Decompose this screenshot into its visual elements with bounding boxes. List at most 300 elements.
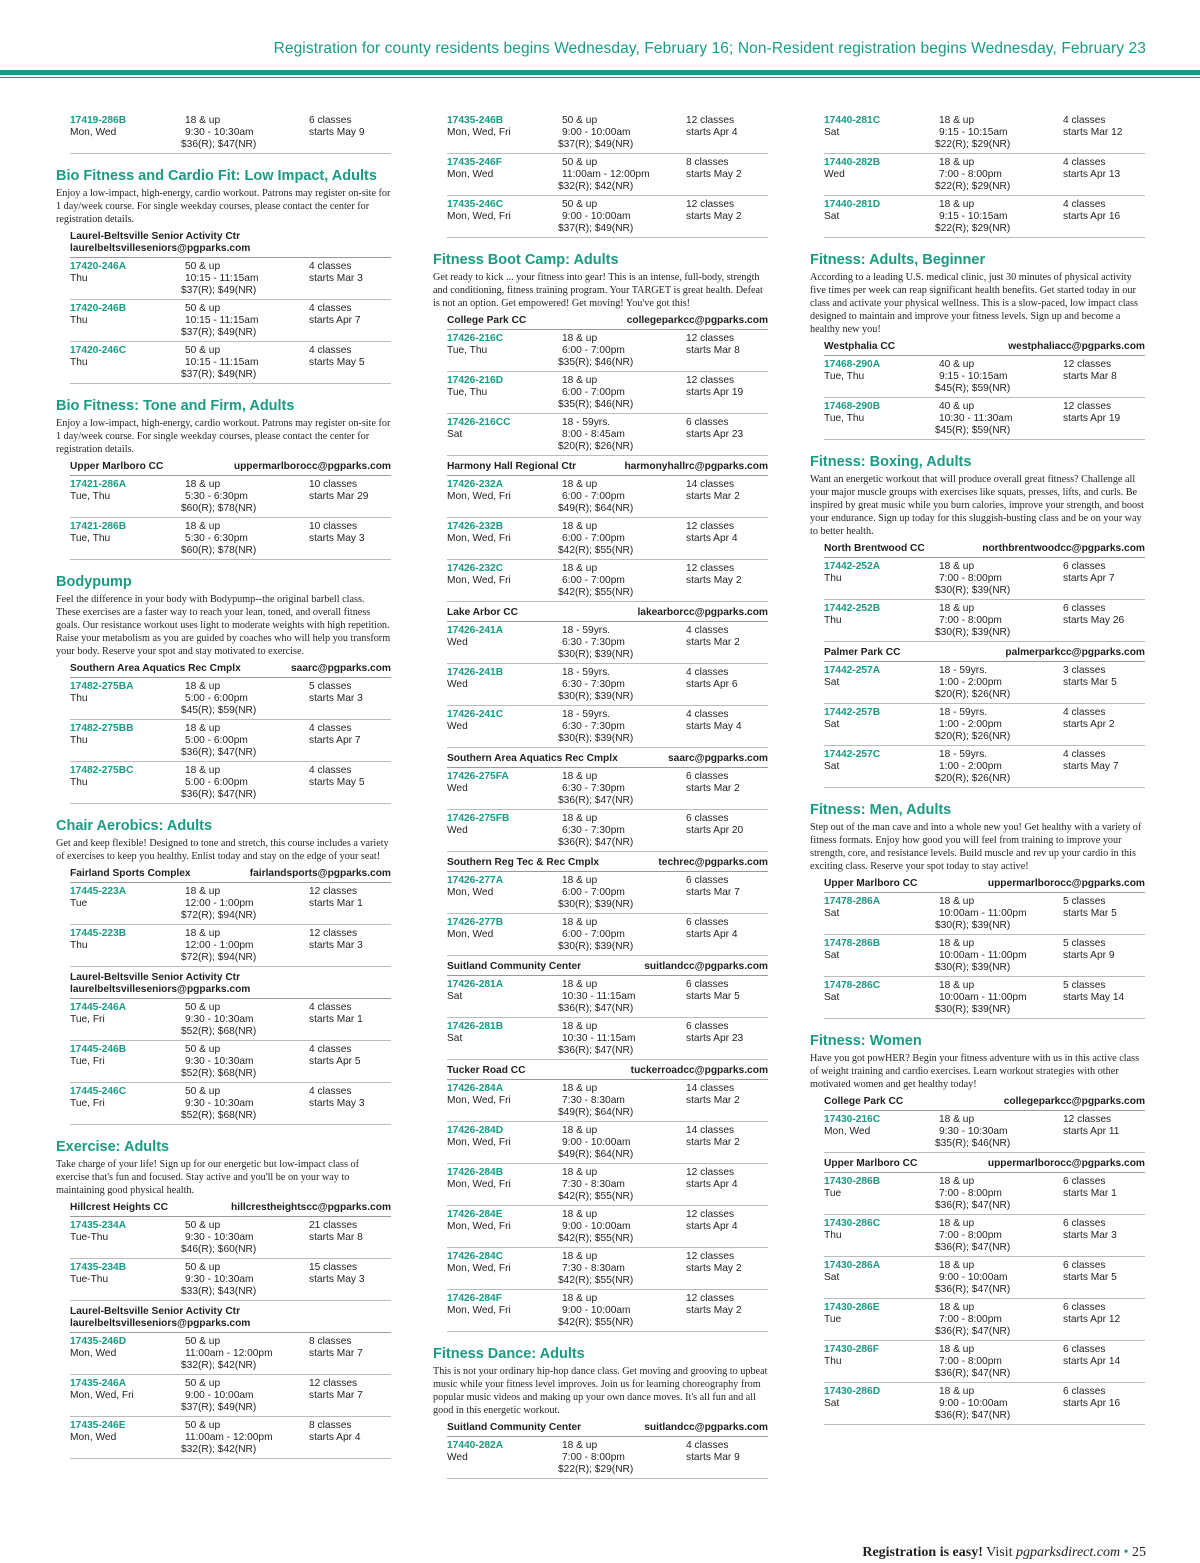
location-email-link[interactable]: fairlandsports@pgparks.com — [249, 868, 391, 879]
course-number[interactable]: 17419-286B — [70, 115, 127, 126]
course-number[interactable]: 17435-246A — [70, 1378, 127, 1389]
course-days: Tue — [824, 1188, 842, 1199]
course-number[interactable]: 17426-284E — [447, 1209, 503, 1220]
location-email-link[interactable]: suitlandcc@pgparks.com — [644, 961, 768, 972]
course-days: Sat — [447, 1033, 463, 1044]
course-fee: $30(R); $39(NR) — [558, 899, 634, 910]
course-age: 18 & up — [939, 1218, 975, 1229]
location-header — [70, 663, 391, 678]
column-1 — [56, 112, 391, 1459]
course-number[interactable]: 17426-284B — [447, 1167, 504, 1178]
course-days: Wed — [447, 783, 468, 794]
course-fee: $36(R); $47(NR) — [558, 795, 634, 806]
course-row — [824, 662, 1145, 704]
course-start: starts May 2 — [686, 1263, 742, 1274]
course-time: 7:00 - 8:00pm — [939, 169, 1002, 180]
section-description: According to a leading U.S. medical clinic, just 30 minutes of physical activity five times per week can reap significant health benefits. Get started today in our class and activate your physical wellness. This is a slow-paced, low impact class designed to maintain and improve your fitness levels. Sign up and become a healthy new you! — [810, 272, 1138, 335]
course-number[interactable]: 17426-275FB — [447, 813, 510, 824]
course-number[interactable]: 17435-246C — [447, 199, 504, 210]
course-age: 18 & up — [562, 875, 598, 886]
course-age: 18 & up — [562, 813, 598, 824]
course-fee: $36(R); $47(NR) — [181, 139, 257, 150]
course-number[interactable]: 17430-216C — [824, 1114, 881, 1125]
course-spacer — [447, 733, 562, 745]
course-count: 4 classes — [686, 625, 729, 636]
course-number[interactable]: 17442-257A — [824, 665, 881, 676]
course-age: 18 - 59yrs. — [562, 709, 611, 720]
course-age: 50 & up — [185, 261, 221, 272]
course-time: 12:00 - 1:00pm — [185, 898, 254, 909]
course-row — [70, 999, 391, 1041]
location-block — [70, 663, 391, 804]
course-days: Tue-Thu — [70, 1232, 109, 1243]
course-number[interactable]: 17440-281D — [824, 199, 881, 210]
course-days: Tue, Thu — [70, 491, 111, 502]
course-age: 50 & up — [185, 1002, 221, 1013]
location-block — [824, 341, 1145, 440]
course-fee: $35(R); $46(NR) — [558, 357, 634, 368]
course-start: starts Apr 9 — [1063, 950, 1115, 961]
location-name: Suitland Community Center — [447, 961, 582, 972]
location-name: Upper Marlboro CC — [824, 1158, 918, 1169]
location-email-link[interactable]: collegeparkcc@pgparks.com — [626, 315, 768, 326]
course-number[interactable]: 17426-284D — [447, 1125, 504, 1136]
section-description: Get and keep flexible! Designed to tone and stretch, this course includes a variety of exercises to keep you healthy. Enlist today and stay on the edge of your seat! — [56, 838, 389, 862]
location-email-link[interactable]: harmonyhallrc@pgparks.com — [624, 461, 768, 472]
course-row — [70, 1333, 391, 1375]
course-days: Tue, Thu — [824, 413, 865, 424]
course-fee: $42(R); $55(NR) — [558, 1191, 634, 1202]
location-block — [447, 461, 768, 602]
course-number[interactable]: 17478-286A — [824, 896, 881, 907]
course-number[interactable]: 17426-275FA — [447, 771, 509, 782]
course-start: starts Apr 4 — [309, 1432, 361, 1443]
course-spacer — [824, 181, 939, 193]
course-fee: $20(R); $26(NR) — [935, 689, 1011, 700]
course-age: 18 & up — [939, 561, 975, 572]
footer-url-link[interactable]: pgparksdirect.com — [1016, 1545, 1121, 1560]
course-count: 12 classes — [1063, 359, 1112, 370]
course-number[interactable]: 17445-246C — [70, 1086, 127, 1097]
course-time: 5:30 - 6:30pm — [185, 533, 248, 544]
course-row — [824, 1299, 1145, 1341]
course-days: Tue, Thu — [70, 533, 111, 544]
course-start: starts May 3 — [309, 1098, 365, 1109]
course-start: starts Apr 4 — [686, 533, 738, 544]
course-start: starts Apr 4 — [686, 127, 738, 138]
course-time: 7:00 - 8:00pm — [939, 573, 1002, 584]
location-header — [70, 461, 391, 476]
course-age: 18 - 59yrs. — [939, 665, 988, 676]
course-age: 18 & up — [185, 765, 221, 776]
course-number[interactable]: 17435-246E — [70, 1420, 126, 1431]
location-email-link[interactable]: uppermarlborocc@pgparks.com — [233, 461, 391, 472]
course-spacer — [447, 399, 562, 411]
course-fee: $30(R); $39(NR) — [935, 1004, 1011, 1015]
section-title: Chair Aerobics: Adults — [56, 818, 213, 834]
course-fee: $37(R); $49(NR) — [558, 223, 634, 234]
location-email-link[interactable]: saarc@pgparks.com — [291, 663, 391, 674]
location-email-link[interactable]: palmerparkcc@pgparks.com — [1005, 647, 1145, 658]
course-number[interactable]: 17430-286A — [824, 1260, 881, 1271]
course-start: starts Apr 23 — [686, 429, 744, 440]
location-email-link[interactable]: hillcrestheightscc@pgparks.com — [231, 1202, 391, 1213]
course-number[interactable]: 17426-284A — [447, 1083, 504, 1094]
course-number[interactable]: 17421-286A — [70, 479, 127, 490]
course-age: 50 & up — [185, 1262, 221, 1273]
course-row — [447, 1080, 768, 1122]
course-row — [70, 112, 391, 154]
course-days: Wed — [447, 825, 468, 836]
course-fee: $36(R); $47(NR) — [935, 1284, 1011, 1295]
course-number[interactable]: 17442-252B — [824, 603, 881, 614]
course-section — [433, 1346, 768, 1479]
course-number[interactable]: 17426-281A — [447, 979, 504, 990]
course-days: Mon, Wed — [824, 1126, 871, 1137]
course-age: 18 - 59yrs. — [562, 417, 611, 428]
course-fee: $45(R); $59(NR) — [935, 383, 1011, 394]
course-start: starts Mar 5 — [686, 991, 740, 1002]
course-time: 10:15 - 11:15am — [185, 357, 259, 368]
location-name: Southern Area Aquatics Rec Cmplx — [70, 663, 241, 674]
course-row — [70, 1417, 391, 1459]
course-number[interactable]: 17482-275BC — [70, 765, 134, 776]
course-number[interactable]: 17420-246C — [70, 345, 127, 356]
course-start: starts Apr 16 — [1063, 1398, 1121, 1409]
course-days: Wed — [447, 721, 468, 732]
course-start: starts Mar 2 — [686, 637, 740, 648]
course-row — [70, 258, 391, 300]
location-email-link[interactable]: northbrentwoodcc@pgparks.com — [982, 543, 1145, 554]
location-name: Harmony Hall Regional Ctr — [447, 461, 577, 472]
section-description: Get ready to kick ... your fitness into gear! This is an intense, full-body, strength and conditioning, fitness training program. Your TARGET is great health. Defeat is not an option. Get empowered! Get moving! You've got this! — [433, 272, 763, 309]
course-number[interactable]: 17445-246B — [70, 1044, 127, 1055]
course-spacer — [447, 795, 562, 807]
course-spacer — [824, 920, 939, 932]
course-count: 10 classes — [309, 479, 358, 490]
course-count: 4 classes — [1063, 749, 1106, 760]
location-name: Fairland Sports Complex — [70, 868, 191, 879]
course-number[interactable]: 17435-246B — [447, 115, 504, 126]
course-days: Wed — [447, 637, 468, 648]
course-age: 50 & up — [562, 115, 598, 126]
course-spacer — [70, 789, 185, 801]
course-start: starts Apr 11 — [1063, 1126, 1120, 1137]
course-count: 8 classes — [686, 157, 729, 168]
location-name: Laurel-Beltsville Senior Activity Ctr — [70, 1306, 241, 1317]
course-time: 9:30 - 10:30am — [185, 1232, 254, 1243]
course-fee: $52(R); $68(NR) — [181, 1110, 257, 1121]
location-name: College Park CC — [447, 315, 527, 326]
course-fee: $37(R); $49(NR) — [181, 327, 257, 338]
course-start: starts Mar 1 — [1063, 1188, 1117, 1199]
course-count: 12 classes — [309, 928, 358, 939]
course-time: 10:30 - 11:15am — [562, 991, 636, 1002]
location-header — [70, 868, 391, 883]
course-age: 18 & up — [939, 603, 975, 614]
course-start: starts Mar 9 — [686, 1452, 740, 1463]
course-number[interactable]: 17482-275BA — [70, 681, 134, 692]
course-count: 6 classes — [686, 1021, 729, 1032]
course-section — [56, 574, 391, 804]
course-time: 7:00 - 8:00pm — [939, 1230, 1002, 1241]
location-header — [447, 315, 768, 330]
course-number[interactable]: 17442-252A — [824, 561, 881, 572]
course-count: 6 classes — [686, 875, 729, 886]
location-header — [824, 543, 1145, 558]
course-time: 6:00 - 7:00pm — [562, 575, 625, 586]
course-row — [447, 1248, 768, 1290]
course-start: starts Mar 7 — [309, 1390, 363, 1401]
course-section — [56, 818, 391, 1125]
course-row — [824, 746, 1145, 788]
course-days: Thu — [70, 940, 88, 951]
course-number[interactable]: 17442-257B — [824, 707, 881, 718]
course-row — [824, 398, 1145, 440]
course-count: 15 classes — [309, 1262, 358, 1273]
header-rule — [0, 70, 1200, 75]
course-spacer — [70, 139, 185, 151]
course-row — [447, 1164, 768, 1206]
course-number[interactable]: 17445-223A — [70, 886, 127, 897]
course-time: 7:00 - 8:00pm — [939, 1314, 1002, 1325]
section-description: Feel the difference in your body with Bodypump--the original barbell class. These exercises are a faster way to reach your lean, toned, and overall fitness goals. Our resistance workout uses light to moderate weights with high repetition. Raise your metabolism as you are guided by coaches who will help you transform your body. Reserve your spot and stay motivated to exercise. — [56, 594, 391, 657]
course-spacer — [447, 223, 562, 235]
course-number[interactable]: 17430-286C — [824, 1218, 881, 1229]
course-count: 4 classes — [1063, 115, 1106, 126]
course-days: Wed — [447, 679, 468, 690]
course-age: 18 & up — [562, 1293, 598, 1304]
course-row — [824, 112, 1145, 154]
course-section — [810, 112, 1145, 238]
course-number[interactable]: 17426-241C — [447, 709, 504, 720]
course-start: starts Mar 3 — [1063, 1230, 1117, 1241]
location-email-link[interactable]: uppermarlborocc@pgparks.com — [987, 1158, 1145, 1169]
course-start: starts Mar 3 — [309, 273, 363, 284]
course-start: starts Apr 7 — [309, 735, 361, 746]
course-row — [70, 1083, 391, 1125]
course-spacer — [70, 1444, 185, 1456]
location-header — [447, 857, 768, 872]
course-row — [824, 196, 1145, 238]
location-name: Southern Reg Tec & Rec Cmplx — [447, 857, 600, 868]
location-block — [447, 1422, 768, 1479]
location-header — [447, 461, 768, 476]
location-block — [447, 753, 768, 852]
course-number[interactable]: 17478-286B — [824, 938, 881, 949]
course-days: Mon, Wed — [70, 127, 117, 138]
course-spacer — [447, 139, 562, 151]
course-count: 12 classes — [1063, 401, 1112, 412]
location-name: Tucker Road CC — [447, 1065, 526, 1076]
course-number[interactable]: 17426-241B — [447, 667, 504, 678]
location-header — [824, 878, 1145, 893]
course-age: 18 & up — [562, 979, 598, 990]
course-row — [447, 1122, 768, 1164]
location-email-link[interactable]: saarc@pgparks.com — [668, 753, 768, 764]
course-number[interactable]: 17426-232A — [447, 479, 504, 490]
course-number[interactable]: 17426-216CC — [447, 417, 511, 428]
course-number[interactable]: 17468-290A — [824, 359, 881, 370]
course-time: 10:00am - 11:00pm — [939, 908, 1027, 919]
course-count: 4 classes — [309, 1002, 352, 1013]
course-start: starts Apr 7 — [309, 315, 361, 326]
course-fee: $22(R); $29(NR) — [935, 181, 1011, 192]
course-row — [70, 1375, 391, 1417]
course-age: 18 & up — [562, 1021, 598, 1032]
course-fee: $36(R); $47(NR) — [558, 837, 634, 848]
course-row — [824, 600, 1145, 642]
course-time: 6:00 - 7:00pm — [562, 491, 625, 502]
course-number[interactable]: 17468-290B — [824, 401, 881, 412]
location-header — [70, 1202, 391, 1217]
course-row — [447, 1018, 768, 1060]
course-number[interactable]: 17435-246F — [447, 157, 502, 168]
course-count: 12 classes — [309, 886, 358, 897]
course-time: 9:00 - 10:00am — [562, 211, 631, 222]
course-start: starts May 5 — [309, 357, 365, 368]
location-email-link[interactable]: techrec@pgparks.com — [658, 857, 768, 868]
course-number[interactable]: 17445-223B — [70, 928, 127, 939]
course-number[interactable]: 17421-286B — [70, 521, 127, 532]
course-days: Tue, Thu — [447, 345, 488, 356]
course-days: Thu — [70, 777, 88, 788]
course-number[interactable]: 17426-232B — [447, 521, 504, 532]
course-time: 5:00 - 6:00pm — [185, 693, 248, 704]
course-days: Tue, Fri — [70, 1014, 105, 1025]
course-age: 18 & up — [939, 1260, 975, 1271]
location-name: Laurel-Beltsville Senior Activity Ctr — [70, 972, 241, 983]
course-number[interactable]: 17430-286B — [824, 1176, 881, 1187]
course-row — [447, 476, 768, 518]
course-time: 6:00 - 7:00pm — [562, 387, 625, 398]
course-number[interactable]: 17445-246A — [70, 1002, 127, 1013]
course-number[interactable]: 17478-286C — [824, 980, 881, 991]
course-age: 18 & up — [939, 1176, 975, 1187]
course-number[interactable]: 17426-216D — [447, 375, 504, 386]
course-row — [824, 935, 1145, 977]
course-age: 18 & up — [939, 1386, 975, 1397]
course-row — [824, 1341, 1145, 1383]
course-spacer — [447, 899, 562, 911]
location-email-link[interactable]: laurelbeltsvilleseniors@pgparks.com — [70, 1318, 251, 1329]
course-count: 4 classes — [309, 765, 352, 776]
location-header — [447, 753, 768, 768]
course-fee: $32(R); $42(NR) — [181, 1360, 257, 1371]
course-time: 7:30 - 8:30am — [562, 1179, 625, 1190]
course-days: Sat — [824, 908, 840, 919]
course-spacer — [824, 1138, 939, 1150]
course-count: 4 classes — [686, 667, 729, 678]
course-fee: $49(R); $64(NR) — [558, 1107, 634, 1118]
course-spacer — [70, 1286, 185, 1298]
course-age: 50 & up — [185, 303, 221, 314]
course-days: Thu — [824, 573, 842, 584]
location-email-link[interactable]: laurelbeltsvilleseniors@pgparks.com — [70, 243, 251, 254]
course-days: Mon, Wed, Fri — [447, 1221, 511, 1232]
course-spacer — [824, 585, 939, 597]
course-number[interactable]: 17435-234A — [70, 1220, 127, 1231]
course-number[interactable]: 17420-246A — [70, 261, 127, 272]
course-days: Mon, Wed — [447, 929, 494, 940]
course-days: Sat — [824, 211, 840, 222]
course-age: 18 & up — [185, 886, 221, 897]
course-number[interactable]: 17420-246B — [70, 303, 127, 314]
location-email-link[interactable]: laurelbeltsvilleseniors@pgparks.com — [70, 984, 251, 995]
course-row — [447, 622, 768, 664]
course-spacer — [447, 941, 562, 953]
section-title: Fitness: Adults, Beginner — [810, 252, 986, 268]
course-number[interactable]: 17430-286D — [824, 1386, 881, 1397]
course-number[interactable]: 17426-277B — [447, 917, 504, 928]
course-number[interactable]: 17440-282B — [824, 157, 881, 168]
course-start: starts Mar 5 — [1063, 677, 1117, 688]
course-days: Sat — [824, 719, 840, 730]
location-email-link[interactable]: tuckerroadcc@pgparks.com — [630, 1065, 768, 1076]
course-number[interactable]: 17426-284C — [447, 1251, 504, 1262]
location-email-link[interactable]: lakearborcc@pgparks.com — [637, 607, 768, 618]
course-row — [447, 518, 768, 560]
course-time: 8:00 - 8:45am — [562, 429, 625, 440]
course-number[interactable]: 17435-246D — [70, 1336, 127, 1347]
course-number[interactable]: 17426-277A — [447, 875, 504, 886]
location-email-link[interactable]: suitlandcc@pgparks.com — [644, 1422, 768, 1433]
course-number[interactable]: 17426-232C — [447, 563, 504, 574]
course-start: starts Mar 8 — [686, 345, 740, 356]
course-age: 18 & up — [562, 917, 598, 928]
course-age: 18 & up — [562, 1167, 598, 1178]
course-start: starts May 2 — [686, 1305, 742, 1316]
course-time: 6:00 - 7:00pm — [562, 345, 625, 356]
course-number[interactable]: 17440-281C — [824, 115, 881, 126]
course-row — [447, 1290, 768, 1332]
course-start: starts Apr 19 — [686, 387, 744, 398]
course-start: starts May 2 — [686, 211, 742, 222]
location-email-link[interactable]: collegeparkcc@pgparks.com — [1003, 1096, 1145, 1107]
location-block — [447, 857, 768, 956]
course-number[interactable]: 17426-284F — [447, 1293, 502, 1304]
course-row — [447, 706, 768, 748]
location-name: College Park CC — [824, 1096, 904, 1107]
course-fee: $35(R); $46(NR) — [935, 1138, 1011, 1149]
course-start: starts Mar 3 — [309, 693, 363, 704]
course-spacer — [824, 1242, 939, 1254]
course-row — [824, 1111, 1145, 1153]
course-spacer — [447, 1149, 562, 1161]
course-age: 18 & up — [562, 333, 598, 344]
course-number[interactable]: 17426-241A — [447, 625, 504, 636]
course-age: 18 - 59yrs. — [562, 625, 611, 636]
location-email-link[interactable]: uppermarlborocc@pgparks.com — [987, 878, 1145, 889]
course-number[interactable]: 17430-286E — [824, 1302, 880, 1313]
course-number[interactable]: 17426-281B — [447, 1021, 504, 1032]
course-number[interactable]: 17426-216C — [447, 333, 504, 344]
course-days: Mon, Wed, Fri — [70, 1390, 134, 1401]
location-header — [824, 1158, 1145, 1173]
location-email-link[interactable]: westphaliacc@pgparks.com — [1008, 341, 1145, 352]
course-number[interactable]: 17440-282A — [447, 1440, 504, 1451]
location-block — [70, 1306, 391, 1459]
section-title: Fitness Dance: Adults — [433, 1346, 585, 1362]
section-title: Bio Fitness: Tone and Firm, Adults — [56, 398, 295, 414]
course-row — [447, 196, 768, 238]
course-number[interactable]: 17430-286F — [824, 1344, 879, 1355]
course-row — [447, 872, 768, 914]
course-number[interactable]: 17435-234B — [70, 1262, 127, 1273]
course-number[interactable]: 17482-275BB — [70, 723, 134, 734]
course-count: 6 classes — [686, 771, 729, 782]
course-number[interactable]: 17442-257C — [824, 749, 881, 760]
